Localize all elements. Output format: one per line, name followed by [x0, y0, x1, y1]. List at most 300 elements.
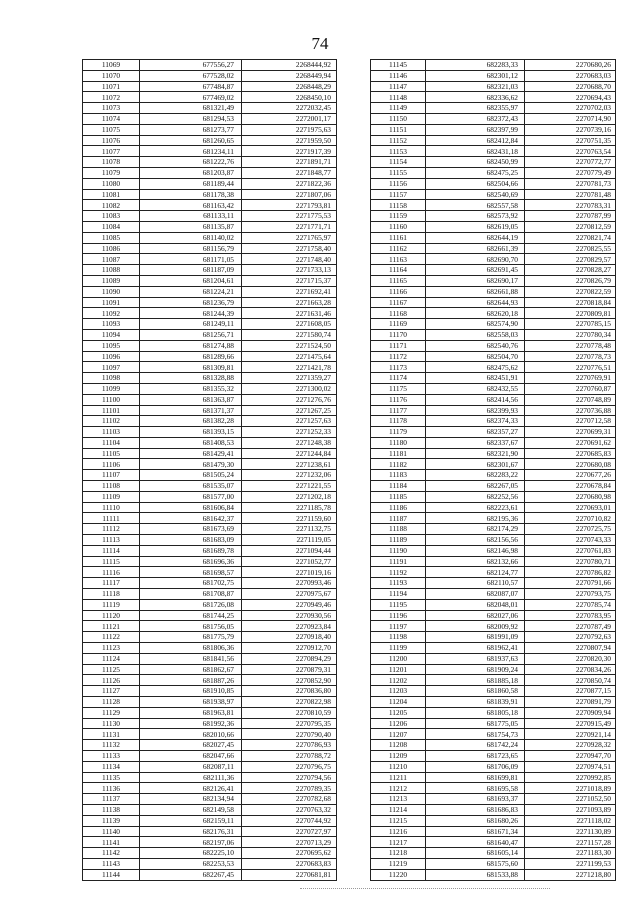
point-number-cell: 11183 [371, 470, 426, 481]
coordinates-table-right [370, 59, 616, 881]
point-number-cell: 11160 [371, 221, 426, 232]
table-row [83, 362, 337, 373]
y-coordinate-cell: 2270834,26 [525, 664, 616, 675]
y-coordinate-cell: 2271094,44 [242, 545, 337, 556]
x-coordinate-cell: 681382,28 [140, 416, 242, 427]
point-number-cell: 11212 [371, 783, 426, 794]
y-coordinate-cell: 2270786,93 [242, 740, 337, 751]
point-number-cell: 11088 [83, 265, 140, 276]
x-coordinate-cell: 682397,99 [426, 124, 525, 135]
x-coordinate-cell: 682253,53 [140, 858, 242, 869]
y-coordinate-cell: 2270850,74 [525, 675, 616, 686]
x-coordinate-cell: 681723,65 [426, 751, 525, 762]
table-row [371, 167, 616, 178]
table-row [371, 686, 616, 697]
x-coordinate-cell: 681683,09 [140, 535, 242, 546]
table-row [371, 804, 616, 815]
x-coordinate-cell: 681806,36 [140, 643, 242, 654]
table-row [83, 783, 337, 794]
point-number-cell: 11170 [371, 329, 426, 340]
table-row [83, 837, 337, 848]
table-row [83, 686, 337, 697]
x-coordinate-cell: 681860,58 [426, 686, 525, 697]
table-row [83, 275, 337, 286]
y-coordinate-cell: 2270794,56 [242, 772, 337, 783]
x-coordinate-cell: 677469,02 [140, 92, 242, 103]
table-row [371, 524, 616, 535]
x-coordinate-cell: 681260,65 [140, 135, 242, 146]
table-row [371, 243, 616, 254]
table-row [83, 535, 337, 546]
x-coordinate-cell: 681744,25 [140, 610, 242, 621]
point-number-cell: 11189 [371, 535, 426, 546]
table-row [371, 373, 616, 384]
y-coordinate-cell: 2271267,25 [242, 405, 337, 416]
x-coordinate-cell: 681309,81 [140, 362, 242, 373]
point-number-cell: 11082 [83, 200, 140, 211]
point-number-cell: 11099 [83, 383, 140, 394]
table-row [371, 470, 616, 481]
x-coordinate-cell: 682321,90 [426, 448, 525, 459]
table-row [371, 589, 616, 600]
x-coordinate-cell: 682027,06 [426, 610, 525, 621]
x-coordinate-cell: 681839,91 [426, 697, 525, 708]
x-coordinate-cell: 682301,67 [426, 459, 525, 470]
table-row [83, 632, 337, 643]
table-row [83, 103, 337, 114]
y-coordinate-cell: 2271018,89 [525, 783, 616, 794]
point-number-cell: 11219 [371, 858, 426, 869]
y-coordinate-cell: 2270688,70 [525, 81, 616, 92]
point-number-cell: 11107 [83, 470, 140, 481]
y-coordinate-cell: 2270691,62 [525, 437, 616, 448]
table-row [371, 610, 616, 621]
point-number-cell: 11134 [83, 761, 140, 772]
point-number-cell: 11093 [83, 319, 140, 330]
point-number-cell: 11220 [371, 869, 426, 880]
x-coordinate-cell: 681937,63 [426, 653, 525, 664]
x-coordinate-cell: 677528,02 [140, 70, 242, 81]
x-coordinate-cell: 681910,85 [140, 686, 242, 697]
y-coordinate-cell: 2271975,63 [242, 124, 337, 135]
point-number-cell: 11196 [371, 610, 426, 621]
x-coordinate-cell: 682110,57 [426, 578, 525, 589]
y-coordinate-cell: 2271959,50 [242, 135, 337, 146]
point-number-cell: 11152 [371, 135, 426, 146]
table-row [83, 718, 337, 729]
table-row [83, 405, 337, 416]
x-coordinate-cell: 681355,32 [140, 383, 242, 394]
x-coordinate-cell: 682156,56 [426, 535, 525, 546]
table-row [83, 491, 337, 502]
x-coordinate-cell: 682475,25 [426, 167, 525, 178]
y-coordinate-cell: 2271221,55 [242, 481, 337, 492]
x-coordinate-cell: 682540,69 [426, 189, 525, 200]
x-coordinate-cell: 682573,92 [426, 211, 525, 222]
table-body [371, 60, 616, 881]
x-coordinate-cell: 681962,41 [426, 643, 525, 654]
table-row [83, 481, 337, 492]
table-row [371, 351, 616, 362]
x-coordinate-cell: 682047,66 [140, 751, 242, 762]
point-number-cell: 11161 [371, 232, 426, 243]
y-coordinate-cell: 2268450,10 [242, 92, 337, 103]
y-coordinate-cell: 2270793,75 [525, 589, 616, 600]
point-number-cell: 11091 [83, 297, 140, 308]
point-number-cell: 11078 [83, 157, 140, 168]
y-coordinate-cell: 2270915,49 [525, 718, 616, 729]
table-row [371, 707, 616, 718]
x-coordinate-cell: 681991,09 [426, 632, 525, 643]
table-row [371, 826, 616, 837]
table-row [371, 632, 616, 643]
x-coordinate-cell: 682223,61 [426, 502, 525, 513]
point-number-cell: 11199 [371, 643, 426, 654]
table-row [371, 135, 616, 146]
table-row [83, 254, 337, 265]
y-coordinate-cell: 2270776,51 [525, 362, 616, 373]
x-coordinate-cell: 682644,19 [426, 232, 525, 243]
table-row [371, 329, 616, 340]
y-coordinate-cell: 2271475,64 [242, 351, 337, 362]
x-coordinate-cell: 681289,66 [140, 351, 242, 362]
x-coordinate-cell: 681689,78 [140, 545, 242, 556]
x-coordinate-cell: 681505,24 [140, 470, 242, 481]
y-coordinate-cell: 2270785,74 [525, 599, 616, 610]
point-number-cell: 11191 [371, 556, 426, 567]
y-coordinate-cell: 2271524,50 [242, 340, 337, 351]
y-coordinate-cell: 2270695,62 [242, 848, 337, 859]
table-row [371, 556, 616, 567]
x-coordinate-cell: 682321,03 [426, 81, 525, 92]
table-row [371, 740, 616, 751]
x-coordinate-cell: 681698,57 [140, 567, 242, 578]
x-coordinate-cell: 682283,22 [426, 470, 525, 481]
x-coordinate-cell: 682225,10 [140, 848, 242, 859]
point-number-cell: 11141 [83, 837, 140, 848]
y-coordinate-cell: 2271765,97 [242, 232, 337, 243]
x-coordinate-cell: 681726,08 [140, 599, 242, 610]
table-row [83, 319, 337, 330]
y-coordinate-cell: 2270787,49 [525, 621, 616, 632]
point-number-cell: 11151 [371, 124, 426, 135]
point-number-cell: 11114 [83, 545, 140, 556]
table-row [371, 221, 616, 232]
point-number-cell: 11137 [83, 794, 140, 805]
point-number-cell: 11135 [83, 772, 140, 783]
table-row [371, 794, 616, 805]
y-coordinate-cell: 2270786,82 [525, 567, 616, 578]
y-coordinate-cell: 2270763,32 [242, 804, 337, 815]
y-coordinate-cell: 2270694,43 [525, 92, 616, 103]
y-coordinate-cell: 2271232,06 [242, 470, 337, 481]
x-coordinate-cell: 681234,11 [140, 146, 242, 157]
point-number-cell: 11208 [371, 740, 426, 751]
x-coordinate-cell: 681224,21 [140, 286, 242, 297]
point-number-cell: 11089 [83, 275, 140, 286]
x-coordinate-cell: 681887,26 [140, 675, 242, 686]
table-row [371, 146, 616, 157]
point-number-cell: 11126 [83, 675, 140, 686]
table-row [83, 513, 337, 524]
x-coordinate-cell: 681695,58 [426, 783, 525, 794]
point-number-cell: 11210 [371, 761, 426, 772]
x-coordinate-cell: 682557,58 [426, 200, 525, 211]
y-coordinate-cell: 2270685,83 [525, 448, 616, 459]
x-coordinate-cell: 682504,70 [426, 351, 525, 362]
point-number-cell: 11165 [371, 275, 426, 286]
x-coordinate-cell: 681321,49 [140, 103, 242, 114]
x-coordinate-cell: 682475,62 [426, 362, 525, 373]
x-coordinate-cell: 681178,38 [140, 189, 242, 200]
point-number-cell: 11077 [83, 146, 140, 157]
x-coordinate-cell: 681294,53 [140, 113, 242, 124]
table-row [83, 92, 337, 103]
x-coordinate-cell: 681408,53 [140, 437, 242, 448]
x-coordinate-cell: 682174,29 [426, 524, 525, 535]
point-number-cell: 11182 [371, 459, 426, 470]
table-row [371, 513, 616, 524]
x-coordinate-cell: 682159,11 [140, 815, 242, 826]
x-coordinate-cell: 682620,18 [426, 308, 525, 319]
x-coordinate-cell: 682357,27 [426, 427, 525, 438]
point-number-cell: 11112 [83, 524, 140, 535]
x-coordinate-cell: 682690,70 [426, 254, 525, 265]
y-coordinate-cell: 2270683,83 [242, 858, 337, 869]
x-coordinate-cell: 681429,41 [140, 448, 242, 459]
point-number-cell: 11120 [83, 610, 140, 621]
y-coordinate-cell: 2270702,03 [525, 103, 616, 114]
table-row [83, 286, 337, 297]
table-row [371, 319, 616, 330]
y-coordinate-cell: 2270820,30 [525, 653, 616, 664]
table-row [371, 81, 616, 92]
x-coordinate-cell: 682197,06 [140, 837, 242, 848]
x-coordinate-cell: 681140,02 [140, 232, 242, 243]
table-row [83, 858, 337, 869]
x-coordinate-cell: 682195,36 [426, 513, 525, 524]
table-row [83, 221, 337, 232]
point-number-cell: 11071 [83, 81, 140, 92]
x-coordinate-cell: 681640,47 [426, 837, 525, 848]
point-number-cell: 11129 [83, 707, 140, 718]
table-row [83, 308, 337, 319]
point-number-cell: 11115 [83, 556, 140, 567]
table-row [83, 60, 337, 71]
y-coordinate-cell: 2271130,89 [525, 826, 616, 837]
point-number-cell: 11140 [83, 826, 140, 837]
table-row [83, 545, 337, 556]
x-coordinate-cell: 681693,37 [426, 794, 525, 805]
x-coordinate-cell: 681535,07 [140, 481, 242, 492]
table-row [83, 610, 337, 621]
y-coordinate-cell: 2270680,98 [525, 491, 616, 502]
point-number-cell: 11133 [83, 751, 140, 762]
point-number-cell: 11154 [371, 157, 426, 168]
y-coordinate-cell: 2270852,90 [242, 675, 337, 686]
table-row [83, 740, 337, 751]
point-number-cell: 11075 [83, 124, 140, 135]
table-row [371, 232, 616, 243]
x-coordinate-cell: 682451,91 [426, 373, 525, 384]
point-number-cell: 11072 [83, 92, 140, 103]
point-number-cell: 11197 [371, 621, 426, 632]
table-row [371, 751, 616, 762]
x-coordinate-cell: 681696,36 [140, 556, 242, 567]
x-coordinate-cell: 682149,58 [140, 804, 242, 815]
y-coordinate-cell: 2271276,76 [242, 394, 337, 405]
y-coordinate-cell: 2271631,46 [242, 308, 337, 319]
y-coordinate-cell: 2270807,94 [525, 643, 616, 654]
footer-rule [300, 888, 550, 889]
x-coordinate-cell: 681156,79 [140, 243, 242, 254]
table-row [371, 869, 616, 880]
point-number-cell: 11144 [83, 869, 140, 880]
point-number-cell: 11097 [83, 362, 140, 373]
y-coordinate-cell: 2271257,63 [242, 416, 337, 427]
y-coordinate-cell: 2271052,77 [242, 556, 337, 567]
x-coordinate-cell: 682009,92 [426, 621, 525, 632]
x-coordinate-cell: 681606,84 [140, 502, 242, 513]
x-coordinate-cell: 681479,30 [140, 459, 242, 470]
table-row [83, 621, 337, 632]
y-coordinate-cell: 2271580,74 [242, 329, 337, 340]
table-row [371, 60, 616, 71]
point-number-cell: 11121 [83, 621, 140, 632]
x-coordinate-cell: 681671,34 [426, 826, 525, 837]
table-row [83, 189, 337, 200]
table-row [83, 157, 337, 168]
point-number-cell: 11202 [371, 675, 426, 686]
table-row [83, 643, 337, 654]
y-coordinate-cell: 2270693,01 [525, 502, 616, 513]
point-number-cell: 11110 [83, 502, 140, 513]
y-coordinate-cell: 2271663,28 [242, 297, 337, 308]
point-number-cell: 11171 [371, 340, 426, 351]
table-row [371, 643, 616, 654]
table-row [83, 383, 337, 394]
point-number-cell: 11180 [371, 437, 426, 448]
point-number-cell: 11185 [371, 491, 426, 502]
y-coordinate-cell: 2270769,91 [525, 373, 616, 384]
x-coordinate-cell: 682301,12 [426, 70, 525, 81]
y-coordinate-cell: 2271608,05 [242, 319, 337, 330]
x-coordinate-cell: 682132,66 [426, 556, 525, 567]
table-row [371, 653, 616, 664]
point-number-cell: 11090 [83, 286, 140, 297]
table-row [371, 383, 616, 394]
point-number-cell: 11081 [83, 189, 140, 200]
table-row [371, 437, 616, 448]
y-coordinate-cell: 2270736,88 [525, 405, 616, 416]
y-coordinate-cell: 2271132,75 [242, 524, 337, 535]
table-row [83, 653, 337, 664]
y-coordinate-cell: 2270782,68 [242, 794, 337, 805]
x-coordinate-cell: 682267,05 [426, 481, 525, 492]
x-coordinate-cell: 681393,15 [140, 427, 242, 438]
point-number-cell: 11086 [83, 243, 140, 254]
table-row [83, 448, 337, 459]
table-row [371, 459, 616, 470]
y-coordinate-cell: 2271733,13 [242, 265, 337, 276]
point-number-cell: 11207 [371, 729, 426, 740]
table-row [83, 589, 337, 600]
y-coordinate-cell: 2270744,92 [242, 815, 337, 826]
point-number-cell: 11179 [371, 427, 426, 438]
point-number-cell: 11106 [83, 459, 140, 470]
y-coordinate-cell: 2270681,81 [242, 869, 337, 880]
table-row [371, 718, 616, 729]
point-number-cell: 11178 [371, 416, 426, 427]
point-number-cell: 11079 [83, 167, 140, 178]
x-coordinate-cell: 682336,62 [426, 92, 525, 103]
point-number-cell: 11109 [83, 491, 140, 502]
x-coordinate-cell: 682574,90 [426, 319, 525, 330]
x-coordinate-cell: 682691,45 [426, 265, 525, 276]
table-row [371, 858, 616, 869]
x-coordinate-cell: 681203,87 [140, 167, 242, 178]
table-row [371, 815, 616, 826]
table-row [83, 459, 337, 470]
x-coordinate-cell: 682283,33 [426, 60, 525, 71]
y-coordinate-cell: 2270947,70 [525, 751, 616, 762]
table-row [371, 664, 616, 675]
table-row [83, 373, 337, 384]
y-coordinate-cell: 2270725,75 [525, 524, 616, 535]
table-row [371, 502, 616, 513]
point-number-cell: 11103 [83, 427, 140, 438]
point-number-cell: 11102 [83, 416, 140, 427]
x-coordinate-cell: 681274,88 [140, 340, 242, 351]
page-number: 74 [311, 34, 329, 53]
y-coordinate-cell: 2270778,73 [525, 351, 616, 362]
point-number-cell: 11181 [371, 448, 426, 459]
table-row [83, 578, 337, 589]
y-coordinate-cell: 2271019,16 [242, 567, 337, 578]
y-coordinate-cell: 2270743,33 [525, 535, 616, 546]
x-coordinate-cell: 681963,81 [140, 707, 242, 718]
table-row [83, 113, 337, 124]
y-coordinate-cell: 2270677,26 [525, 470, 616, 481]
y-coordinate-cell: 2271771,71 [242, 221, 337, 232]
y-coordinate-cell: 2271202,18 [242, 491, 337, 502]
x-coordinate-cell: 682690,17 [426, 275, 525, 286]
table-row [371, 178, 616, 189]
point-number-cell: 11177 [371, 405, 426, 416]
table-row [371, 394, 616, 405]
y-coordinate-cell: 2271183,30 [525, 848, 616, 859]
table-row [371, 535, 616, 546]
point-number-cell: 11215 [371, 815, 426, 826]
y-coordinate-cell: 2270781,48 [525, 189, 616, 200]
table-row [371, 837, 616, 848]
y-coordinate-cell: 2271052,50 [525, 794, 616, 805]
x-coordinate-cell: 681273,77 [140, 124, 242, 135]
table-row [371, 308, 616, 319]
point-number-cell: 11116 [83, 567, 140, 578]
x-coordinate-cell: 681328,88 [140, 373, 242, 384]
y-coordinate-cell: 2270894,29 [242, 653, 337, 664]
table-row [83, 200, 337, 211]
table-body [83, 60, 337, 881]
table-row [371, 157, 616, 168]
point-number-cell: 11175 [371, 383, 426, 394]
y-coordinate-cell: 2271807,06 [242, 189, 337, 200]
table-row [83, 524, 337, 535]
y-coordinate-cell: 2268449,94 [242, 70, 337, 81]
point-number-cell: 11145 [371, 60, 426, 71]
table-row [371, 113, 616, 124]
